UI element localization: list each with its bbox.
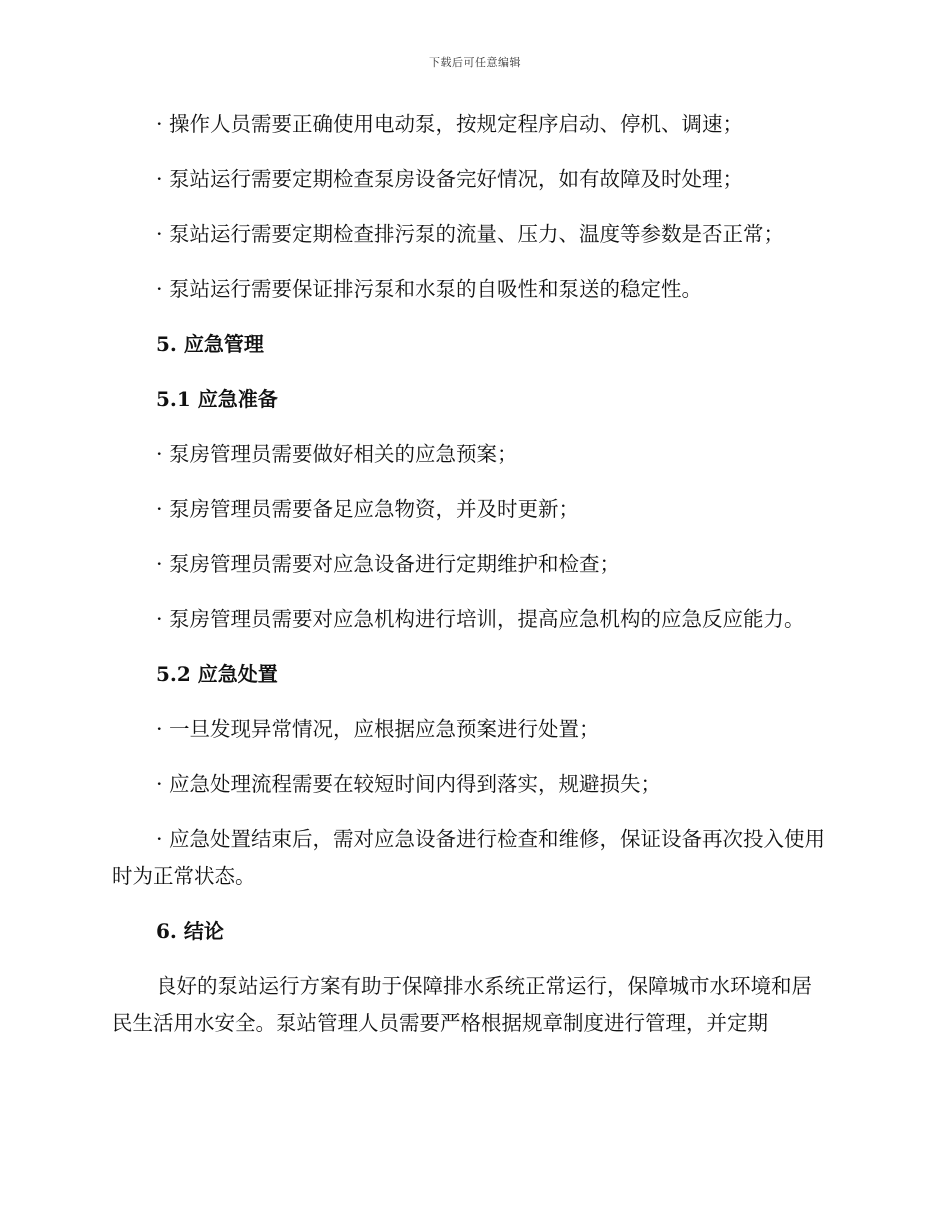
bullet-item: · 泵房管理员需要备足应急物资，并及时更新； bbox=[156, 497, 580, 521]
bullet-item: · 操作人员需要正确使用电动泵，按规定程序启动、停机、调速； bbox=[156, 112, 744, 136]
bullet-item: · 泵站运行需要定期检查泵房设备完好情况，如有故障及时处理； bbox=[156, 167, 744, 191]
bullet-item: · 泵站运行需要保证排污泵和水泵的自吸性和泵送的稳定性。 bbox=[156, 277, 703, 301]
bullet-item: · 泵站运行需要定期检查排污泵的流量、压力、温度等参数是否正常； bbox=[156, 222, 785, 246]
bullet-item: · 应急处理流程需要在较短时间内得到落实，规避损失； bbox=[156, 772, 662, 796]
bullet-item: · 泵房管理员需要对应急机构进行培训，提高应急机构的应急反应能力。 bbox=[156, 607, 805, 631]
bullet-item: · 应急处置结束后，需对应急设备进行检查和维修，保证设备再次投入使用时为正常状态。 bbox=[112, 827, 826, 888]
subsection-heading: 5.2 应急处置 bbox=[156, 662, 278, 686]
document-body bbox=[112, 106, 832, 1042]
bullet-item: · 泵房管理员需要对应急设备进行定期维护和检查； bbox=[156, 552, 621, 576]
bullet-item: · 泵房管理员需要做好相关的应急预案； bbox=[156, 442, 518, 466]
page-header: 下载后可任意编辑 bbox=[429, 56, 521, 69]
section-heading: 5. 应急管理 bbox=[156, 332, 264, 356]
bullet-item: · 一旦发现异常情况，应根据应急预案进行处置； bbox=[156, 717, 600, 741]
subsection-heading: 5.1 应急准备 bbox=[156, 387, 278, 411]
body-paragraph: 良好的泵站运行方案有助于保障排水系统正常运行，保障城市水环境和居民生活用水安全。泵站管理人员需要严格根据规章制度进行管理，并定期 bbox=[112, 974, 812, 1035]
section-heading: 6. 结论 bbox=[156, 919, 224, 943]
